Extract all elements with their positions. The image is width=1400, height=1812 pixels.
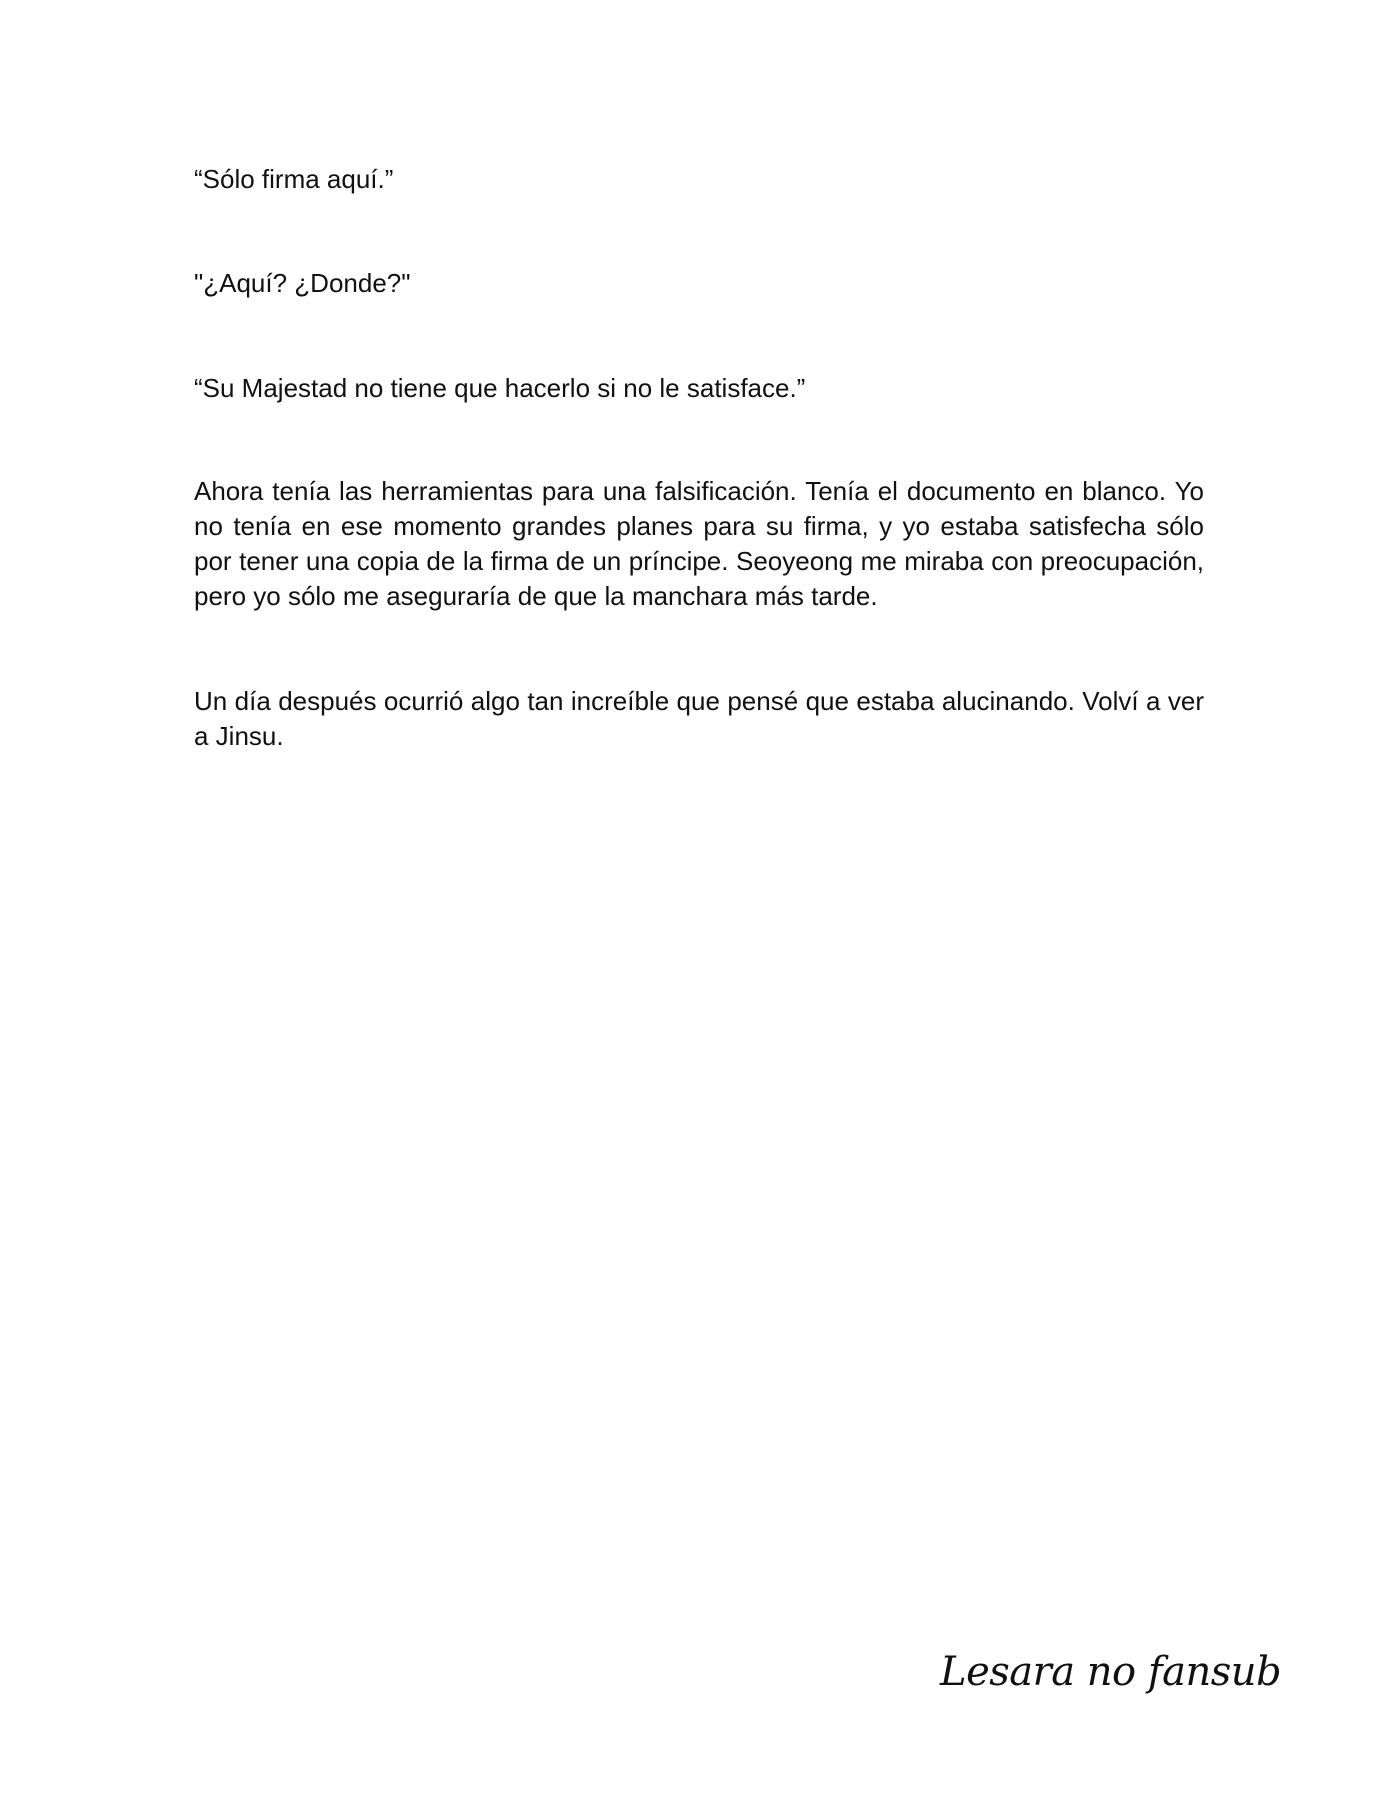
paragraph-narration-2: Un día después ocurrió algo tan increíble que pensé que estaba alucinando. Volví a ver a Jinsu. bbox=[194, 686, 1204, 751]
paragraph-dialogue-1: “Sólo firma aquí.” bbox=[194, 164, 394, 194]
paragraph-narration-1: Ahora tenía las herramientas para una falsificación. Tenía el documento en blanco. Yo no tenía en ese momento grandes planes para su firma, y yo estaba satisfecha sólo por tener una copia de la firma de un príncipe. Seoyeong me miraba con preocupación, pero yo sólo me aseguraría de que la manchara más tarde. bbox=[194, 476, 1204, 611]
paragraph-dialogue-3: “Su Majestad no tiene que hacerlo si no le satisface.” bbox=[194, 373, 806, 403]
paragraph-dialogue-2: "¿Aquí? ¿Donde?" bbox=[194, 268, 411, 298]
signature-watermark: Lesara no fansub bbox=[940, 1649, 1282, 1695]
